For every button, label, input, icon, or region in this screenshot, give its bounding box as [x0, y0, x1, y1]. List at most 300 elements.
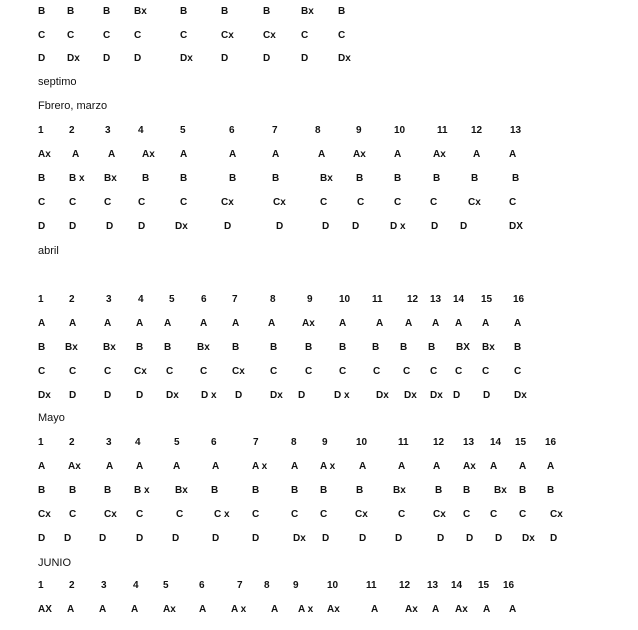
grid-cell: 11 [372, 294, 383, 305]
grid-cell: C [320, 509, 328, 520]
grid-cell: Bx [197, 342, 210, 353]
grid-cell: Bx [65, 342, 78, 353]
grid-cell: A [398, 461, 406, 472]
grid-cell: D [99, 533, 107, 544]
grid-cell: Dx [514, 390, 527, 401]
grid-cell: A [432, 604, 440, 615]
grid-cell: Ax [142, 149, 155, 160]
grid-cell: A [67, 604, 75, 615]
grid-cell: D [252, 533, 260, 544]
grid-cell: Cx [550, 509, 563, 520]
grid-cell: 11 [437, 125, 448, 136]
grid-cell: A [232, 318, 240, 329]
grid-cell: B [512, 173, 520, 184]
grid-cell: D [136, 390, 144, 401]
grid-cell: 7 [272, 125, 278, 136]
grid-row-febrero-marzo [0, 171, 638, 187]
grid-cell: B [338, 6, 346, 17]
grid-cell: C [38, 197, 46, 208]
grid-cell: A [473, 149, 481, 160]
grid-cell: 3 [101, 580, 107, 591]
grid-cell: D [64, 533, 72, 544]
grid-cell: C [509, 197, 517, 208]
grid-cell: D [106, 221, 114, 232]
grid-cell: A [199, 604, 207, 615]
grid-cell: D [263, 53, 271, 64]
grid-cell: D [460, 221, 468, 232]
grid-cell: 5 [180, 125, 186, 136]
grid-cell: 10 [339, 294, 351, 305]
grid-cell: B [305, 342, 313, 353]
grid-cell: C [166, 366, 174, 377]
grid-cell: Bx [393, 485, 406, 496]
grid-row-febrero-marzo [0, 123, 638, 139]
grid-cell: B [211, 485, 219, 496]
grid-cell: 13 [510, 125, 522, 136]
grid-cell: D [550, 533, 558, 544]
grid-cell: A [318, 149, 326, 160]
grid-cell: 2 [69, 125, 75, 136]
grid-cell: 11 [398, 437, 409, 448]
grid-cell: 14 [453, 294, 465, 305]
grid-cell: Dx [430, 390, 443, 401]
grid-cell: Cx [104, 509, 117, 520]
grid-cell: 8 [315, 125, 321, 136]
grid-row-abril [0, 316, 638, 332]
grid-cell: A [291, 461, 299, 472]
grid-cell: C [455, 366, 463, 377]
grid-cell: A [376, 318, 384, 329]
grid-cell: C [38, 366, 46, 377]
grid-cell: D [69, 221, 77, 232]
grid-cell: A [136, 318, 144, 329]
grid-cell: B [38, 342, 46, 353]
grid-cell: Dx [376, 390, 389, 401]
grid-cell: C [338, 30, 346, 41]
grid-cell: C [403, 366, 411, 377]
grid-cell: B [69, 485, 77, 496]
grid-cell: D [38, 53, 46, 64]
grid-cell: 14 [490, 437, 502, 448]
grid-cell: C [270, 366, 278, 377]
grid-cell: A [509, 604, 517, 615]
grid-cell: A [482, 318, 490, 329]
grid-cell: A [200, 318, 208, 329]
grid-cell: Cx [273, 197, 286, 208]
grid-row-mayo [0, 459, 638, 475]
grid-cell: A [547, 461, 555, 472]
grid-cell: A [339, 318, 347, 329]
grid-cell: A [229, 149, 237, 160]
grid-cell: Ax [433, 149, 446, 160]
grid-cell: A [519, 461, 527, 472]
grid-cell: A [131, 604, 139, 615]
grid-cell: A [490, 461, 498, 472]
grid-cell: 9 [322, 437, 328, 448]
grid-cell: A x [252, 461, 268, 472]
grid-cell: Cx [221, 197, 234, 208]
section-label-mayo: Mayo [38, 412, 65, 424]
grid-cell: Dx [38, 390, 51, 401]
grid-row-junio [0, 602, 638, 618]
grid-cell: C [69, 366, 77, 377]
grid-cell: Cx [221, 30, 234, 41]
grid-cell: A [272, 149, 280, 160]
grid-cell: D [134, 53, 142, 64]
grid-cell: 4 [133, 580, 139, 591]
grid-cell: D [136, 533, 144, 544]
grid-cell: B [263, 6, 271, 17]
grid-cell: B [471, 173, 479, 184]
grid-cell: B [164, 342, 172, 353]
grid-cell: AX [38, 604, 52, 615]
grid-cell: D x [334, 390, 350, 401]
grid-cell: C [514, 366, 522, 377]
grid-row-junio [0, 578, 638, 594]
grid-row-mayo [0, 531, 638, 547]
grid-cell: C [69, 509, 77, 520]
grid-cell: 3 [105, 125, 111, 136]
grid-cell: 8 [291, 437, 297, 448]
grid-cell: 16 [503, 580, 515, 591]
grid-cell: C [373, 366, 381, 377]
grid-cell: D [138, 221, 146, 232]
grid-cell: A [180, 149, 188, 160]
grid-row-abril [0, 364, 638, 380]
grid-cell: D [352, 221, 360, 232]
grid-cell: B [104, 485, 112, 496]
grid-row-febrero-marzo [0, 219, 638, 235]
grid-cell: A [136, 461, 144, 472]
grid-cell: D [212, 533, 220, 544]
grid-cell: A [212, 461, 220, 472]
grid-cell: A [271, 604, 279, 615]
grid-cell: C [519, 509, 527, 520]
grid-cell: C [394, 197, 402, 208]
grid-cell: 1 [38, 437, 44, 448]
grid-cell: C [69, 197, 77, 208]
grid-cell: D [276, 221, 284, 232]
grid-cell: D [103, 53, 111, 64]
grid-cell: Dx [270, 390, 283, 401]
grid-cell: C [138, 197, 146, 208]
grid-cell: 6 [201, 294, 207, 305]
grid-cell: B [38, 485, 46, 496]
grid-cell: C [463, 509, 471, 520]
grid-cell: 10 [356, 437, 368, 448]
grid-cell: B x [69, 173, 85, 184]
grid-cell: Dx [293, 533, 306, 544]
grid-cell: Bx [301, 6, 314, 17]
grid-cell: B [339, 342, 347, 353]
grid-cell: 13 [463, 437, 475, 448]
grid-cell: A x [231, 604, 247, 615]
grid-cell: C [430, 197, 438, 208]
grid-cell: 9 [307, 294, 313, 305]
grid-cell: Cx [355, 509, 368, 520]
grid-cell: A [106, 461, 114, 472]
grid-cell: 2 [69, 580, 75, 591]
grid-cell: 10 [394, 125, 406, 136]
grid-cell: A [108, 149, 116, 160]
grid-cell: C [291, 509, 299, 520]
grid-cell: 3 [106, 437, 112, 448]
grid-cell: B [356, 173, 364, 184]
grid-cell: C [490, 509, 498, 520]
grid-cell: B [232, 342, 240, 353]
grid-cell: 5 [163, 580, 169, 591]
grid-cell: A [394, 149, 402, 160]
grid-row-abril [0, 388, 638, 404]
grid-cell: C [301, 30, 309, 41]
grid-cell: B [38, 173, 46, 184]
grid-cell: B x [134, 485, 150, 496]
section-label-abril: abril [38, 245, 59, 257]
grid-cell: B [435, 485, 443, 496]
grid-cell: 6 [211, 437, 217, 448]
grid-row-abril [0, 340, 638, 356]
grid-cell: C [104, 197, 112, 208]
grid-row-abril [0, 292, 638, 308]
grid-cell: D [104, 390, 112, 401]
grid-cell: B [428, 342, 436, 353]
grid-row-febrero-marzo [0, 147, 638, 163]
grid-cell: Ax [405, 604, 418, 615]
grid-cell: Ax [455, 604, 468, 615]
grid-cell: B [463, 485, 471, 496]
section-label-febrero-marzo: Fbrero, marzo [38, 100, 108, 112]
grid-cell: B [103, 6, 111, 17]
grid-cell: D [224, 221, 232, 232]
grid-cell: 10 [327, 580, 339, 591]
grid-cell: B [519, 485, 527, 496]
grid-cell: C x [214, 509, 230, 520]
grid-cell: 5 [174, 437, 180, 448]
section-label-junio: JUNIO [38, 557, 71, 569]
grid-cell: B [372, 342, 380, 353]
grid-cell: B [180, 6, 188, 17]
grid-cell: 8 [264, 580, 270, 591]
grid-cell: Dx [404, 390, 417, 401]
grid-cell: A x [298, 604, 314, 615]
grid-cell: C [180, 197, 188, 208]
grid-cell: B [356, 485, 364, 496]
grid-cell: D [359, 533, 367, 544]
grid-cell: Cx [134, 366, 147, 377]
grid-cell: Dx [522, 533, 535, 544]
grid-cell: C [357, 197, 365, 208]
grid-cell: B [136, 342, 144, 353]
grid-cell: A [72, 149, 80, 160]
grid-row-top [0, 51, 638, 67]
grid-cell: Cx [468, 197, 481, 208]
grid-cell: 12 [399, 580, 411, 591]
grid-cell: D x [390, 221, 406, 232]
grid-cell: D [395, 533, 403, 544]
grid-cell: D [322, 533, 330, 544]
grid-cell: 4 [135, 437, 141, 448]
grid-row-top [0, 28, 638, 44]
grid-cell: C [430, 366, 438, 377]
grid-cell: 15 [478, 580, 490, 591]
grid-row-mayo [0, 435, 638, 451]
grid-cell: C [67, 30, 75, 41]
grid-row-mayo [0, 507, 638, 523]
grid-cell: D [38, 221, 46, 232]
grid-cell: 14 [451, 580, 463, 591]
grid-cell: A x [320, 461, 336, 472]
grid-cell: 12 [433, 437, 445, 448]
grid-cell: B [547, 485, 555, 496]
grid-cell: A [432, 318, 440, 329]
grid-cell: D [431, 221, 439, 232]
grid-cell: A [509, 149, 517, 160]
grid-cell: Cx [263, 30, 276, 41]
grid-cell: D [235, 390, 243, 401]
grid-cell: Ax [302, 318, 315, 329]
grid-row-top [0, 4, 638, 20]
grid-cell: Dx [338, 53, 351, 64]
grid-cell: B [38, 6, 46, 17]
grid-cell: A [359, 461, 367, 472]
grid-cell: 5 [169, 294, 175, 305]
grid-cell: B [291, 485, 299, 496]
grid-cell: C [38, 30, 46, 41]
grid-cell: D [466, 533, 474, 544]
grid-cell: Ax [38, 149, 51, 160]
grid-cell: A [173, 461, 181, 472]
grid-cell: Bx [103, 342, 116, 353]
grid-cell: C [482, 366, 490, 377]
grid-cell: 7 [253, 437, 259, 448]
grid-cell: Bx [175, 485, 188, 496]
grid-cell: BX [456, 342, 470, 353]
grid-cell: C [103, 30, 111, 41]
grid-cell: Ax [327, 604, 340, 615]
grid-cell: 8 [270, 294, 276, 305]
grid-cell: D [495, 533, 503, 544]
grid-cell: DX [509, 221, 523, 232]
grid-cell: 12 [471, 125, 483, 136]
grid-cell: B [142, 173, 150, 184]
grid-cell: A [38, 318, 46, 329]
grid-cell: Bx [482, 342, 495, 353]
grid-cell: A [104, 318, 112, 329]
grid-cell: Bx [494, 485, 507, 496]
grid-cell: A [69, 318, 77, 329]
grid-cell: Ax [68, 461, 81, 472]
grid-cell: A [433, 461, 441, 472]
grid-cell: Bx [104, 173, 117, 184]
grid-cell: B [180, 173, 188, 184]
grid-cell: C [252, 509, 260, 520]
grid-cell: A [514, 318, 522, 329]
grid-cell: 4 [138, 294, 144, 305]
grid-cell: 7 [232, 294, 238, 305]
grid-cell: C [104, 366, 112, 377]
grid-cell: B [433, 173, 441, 184]
grid-cell: C [320, 197, 328, 208]
grid-cell: A [371, 604, 379, 615]
grid-cell: C [305, 366, 313, 377]
grid-cell: B [221, 6, 229, 17]
grid-cell: 11 [366, 580, 377, 591]
grid-cell: 16 [545, 437, 557, 448]
grid-cell: D [38, 533, 46, 544]
grid-cell: B [67, 6, 75, 17]
grid-cell: A [38, 461, 46, 472]
grid-cell: B [272, 173, 280, 184]
grid-cell: B [514, 342, 522, 353]
grid-cell: Cx [38, 509, 51, 520]
grid-cell: A [405, 318, 413, 329]
grid-cell: D x [201, 390, 217, 401]
grid-cell: C [339, 366, 347, 377]
grid-cell: 3 [106, 294, 112, 305]
grid-cell: B [270, 342, 278, 353]
grid-cell: B [400, 342, 408, 353]
grid-cell: 9 [293, 580, 299, 591]
grid-cell: Dx [175, 221, 188, 232]
grid-cell: A [99, 604, 107, 615]
grid-cell: D [437, 533, 445, 544]
grid-cell: Ax [353, 149, 366, 160]
grid-cell: D [483, 390, 491, 401]
grid-cell: A [483, 604, 491, 615]
grid-cell: 1 [38, 125, 44, 136]
grid-row-mayo [0, 483, 638, 499]
grid-cell: D [221, 53, 229, 64]
grid-cell: Cx [232, 366, 245, 377]
grid-cell: B [320, 485, 328, 496]
grid-cell: 2 [69, 294, 75, 305]
grid-cell: Dx [166, 390, 179, 401]
grid-cell: 1 [38, 294, 44, 305]
grid-cell: D [322, 221, 330, 232]
grid-cell: 12 [407, 294, 419, 305]
grid-cell: Dx [67, 53, 80, 64]
grid-cell: C [200, 366, 208, 377]
grid-cell: A [268, 318, 276, 329]
grid-cell: 16 [513, 294, 525, 305]
grid-cell: 15 [481, 294, 493, 305]
grid-cell: 13 [430, 294, 442, 305]
grid-cell: B [394, 173, 402, 184]
grid-cell: D [69, 390, 77, 401]
grid-cell: Bx [320, 173, 333, 184]
grid-cell: B [252, 485, 260, 496]
grid-cell: Ax [463, 461, 476, 472]
grid-cell: Bx [134, 6, 147, 17]
grid-cell: Ax [163, 604, 176, 615]
grid-cell: 1 [38, 580, 44, 591]
grid-cell: 2 [69, 437, 75, 448]
grid-cell: 7 [237, 580, 243, 591]
grid-cell: 6 [229, 125, 235, 136]
grid-cell: D [453, 390, 461, 401]
grid-cell: Dx [180, 53, 193, 64]
grid-cell: C [398, 509, 406, 520]
grid-cell: C [176, 509, 184, 520]
grid-cell: C [134, 30, 142, 41]
grid-cell: A [164, 318, 172, 329]
grid-cell: C [136, 509, 144, 520]
grid-cell: A [455, 318, 463, 329]
grid-cell: 6 [199, 580, 205, 591]
grid-cell: 13 [427, 580, 439, 591]
grid-cell: D [172, 533, 180, 544]
grid-cell: Cx [433, 509, 446, 520]
